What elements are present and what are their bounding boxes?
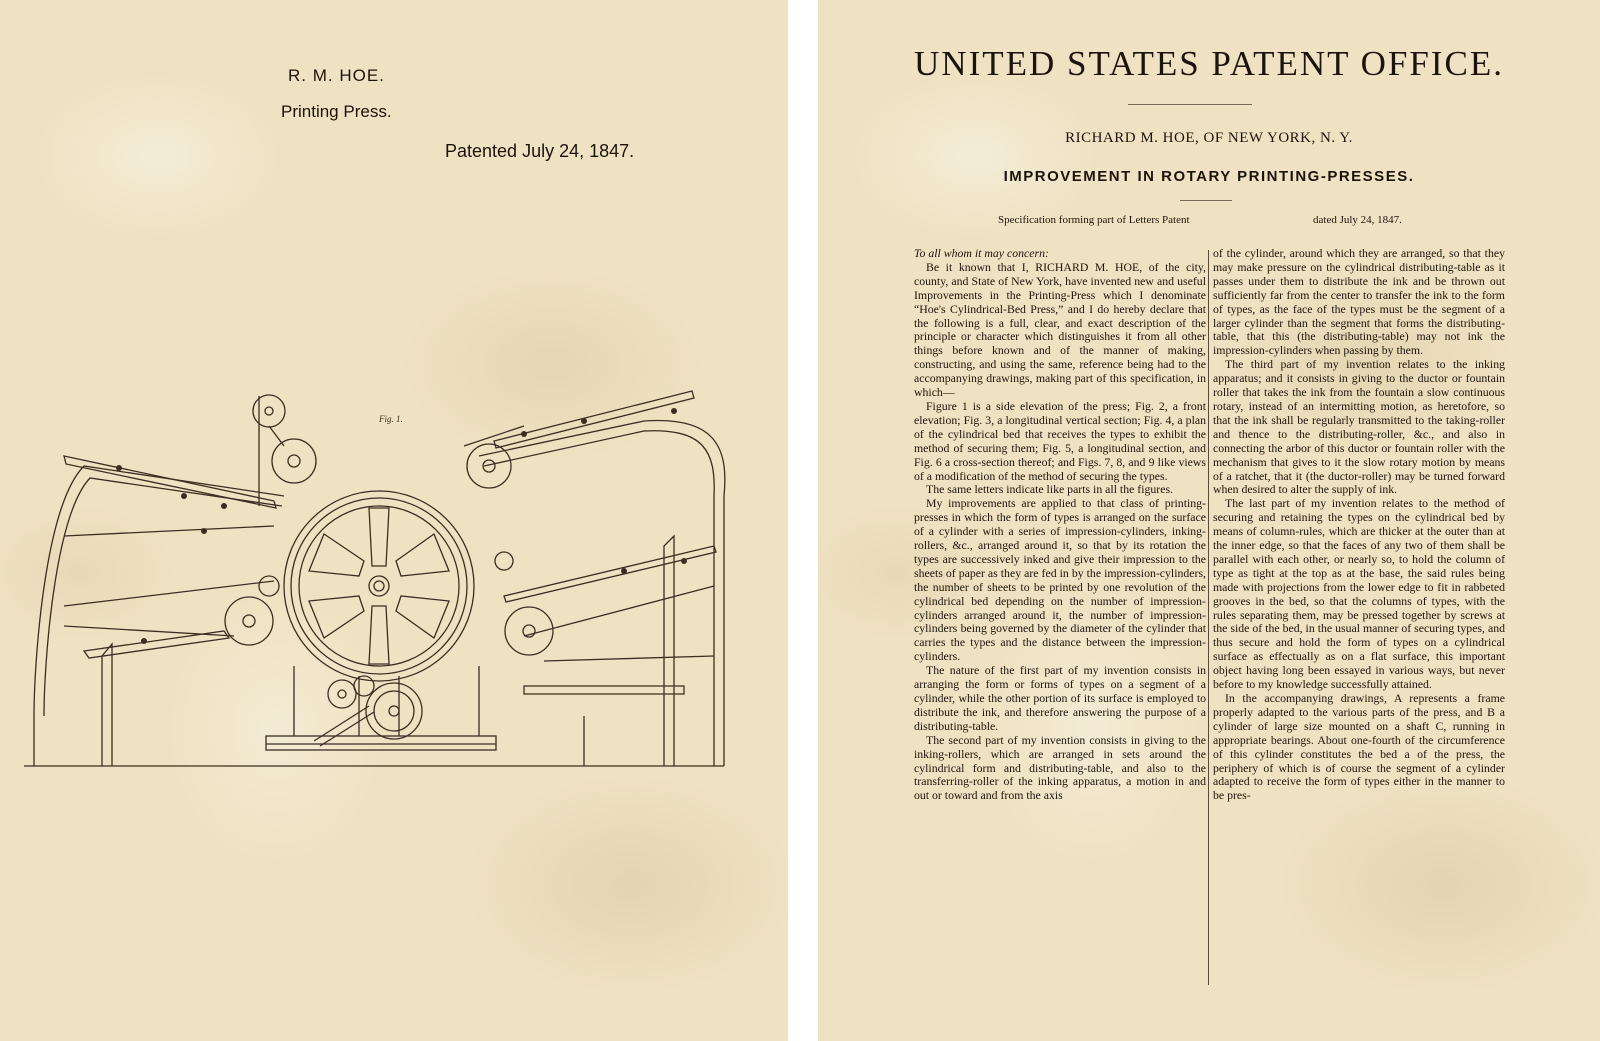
paragraph: My improvements are applied to that class of printing-presses in which the form of types is arranged on the surface of a cylinder with a series of impression-cylinders, inking-rollers, &c., arranged around it, so that by its rotation the types are successively inked and give their impression to the sheets of paper as they are fed in by the impression-cylinders, the number of sheets to be printed by one revolution of the cylindrical bed depending on the number of impression-cylinders arranged around it, the number of impression-cylinders being governed by the diameter of the cylinder that carries the types and the distance between the impression-cylinders. (914, 496, 1206, 664)
figure-label: Fig. 1. (379, 414, 403, 424)
page-gutter (788, 0, 818, 1041)
drawing-date: Patented July 24, 1847. (445, 141, 635, 161)
column-divider (1208, 250, 1209, 985)
specification-date: dated July 24, 1847. (1313, 214, 1402, 226)
paragraph: In the accompanying drawings, A represents a frame properly adapted to the various parts of the press, and B a cylinder of large size mounted on a shaft C, running in appropriate bearings. About one-fourth of the circumference of this cylinder constitutes the bed a of the press, the periphery of which is of course the segment of a cylinder adapted to receive the form of types either in the manner to be pres- (1213, 691, 1505, 803)
paragraph: Figure 1 is a side elevation of the press; Fig. 2, a front elevation; Fig. 3, a longitudinal vertical section; Fig. 4, a plan of the cylindrical bed that receives the types to exhibit the method of securing them; Fig. 5, a longitudinal section, and Fig. 6 a cross-section thereof; and Figs. 7, 8, and 9 like views of a modification of the method of securing the types. (914, 398, 1206, 483)
paragraph: Be it known that I, RICHARD M. HOE, of the city, county, and State of New York, have invented new and useful Improvements in the Printing-Press which I denominate “Hoe's Cylindrical-Bed Press,” and I do hereby declare that the following is a full, clear, and exact description of the principle or character which distinguishes it from all other things before known and of the manner of making, constructing, and using the same, reference being had to the accompanying drawings, making part of this specification, in which— (914, 259, 1206, 400)
printing-press-drawing (24, 386, 754, 786)
paragraph: The nature of the first part of my invention consists in arranging the form or forms of types on a segment of a cylinder, while the other portion of its surface is employed to distribute the ink, and therefore answering the purpose of a distributing-table. (914, 663, 1206, 733)
invention-title: IMPROVEMENT IN ROTARY PRINTING-PRESSES. (1003, 168, 1415, 185)
salutation: To all whom it may concern: (914, 246, 1049, 260)
specification-line: Specification forming part of Letters Patent (998, 214, 1190, 226)
paragraph: The same letters indicate like parts in all the figures. (926, 482, 1173, 497)
paragraph: The third part of my invention relates to the inking apparatus; and it consists in giving to the ductor or fountain roller that takes the ink from the fountain a slow continuous rotary, instead of an intermitting motion, as heretofore, so that the ink shall be regularly transmitted to the taking-roller and thence to the distributing-roller, &c., and also in connecting the arbor of this ductor or fountain roller with the mechanism that gives to it the slow rotary motion by means of a ratchet, that it (the ductor-roller) may be turned forward when desired to alter the supply of ink. (1213, 357, 1505, 497)
drawing-inventor: R. M. HOE. (288, 66, 385, 85)
inventor-line: RICHARD M. HOE, OF NEW YORK, N. Y. (1065, 130, 1353, 146)
text-column-left (914, 247, 1206, 803)
paragraph: of the cylinder, around which they are arranged, so that they may make pressure on the cylindrical distributing-table as it passes under them to distribute the ink and be thrown out sufficiently far from the center to transfer the ink to the form of types, as the face of the types must be the segment of a larger cylinder than the segment that forms the distributing-table, that this (the distributing-table) may not ink the impression-cylinders when passing by them. (1213, 246, 1505, 358)
divider (1128, 104, 1252, 105)
text-sheet (818, 0, 1600, 1041)
drawing-sheet (0, 0, 788, 1041)
paragraph: The last part of my invention relates to the method of securing and retaining the types on the cylindrical bed by means of column-rules, which are thicker at the outer than at the inner edge, so that the faces of any two of them shall be parallel with each other, or nearly so, to hold the column of type as tight at the top as at the base, the said rules being made with projections from the lower edge to fit in rabbeted grooves in the bed, so that the columns of types, with the rules separating them, may be pressed together by screws at the side of the bed, in the usual manner of securing types, and thus secure and hold the form of types on a cylindrical surface as effectually as on a flat surface, this important object having long been essayed in various ways, but never before to my knowledge successfully attained. (1213, 496, 1505, 692)
divider (1180, 200, 1232, 201)
patent-office-title: UNITED STATES PATENT OFFICE. (914, 44, 1504, 83)
drawing-title: Printing Press. (281, 102, 392, 121)
text-column-right (1213, 247, 1505, 803)
paragraph: The second part of my invention consists in giving to the inking-rollers, which are arranged in sets around the cylindrical form and distributing-table, and also to the transferring-roller of the inking apparatus, a motion in and out or toward and from the axis (914, 732, 1206, 803)
